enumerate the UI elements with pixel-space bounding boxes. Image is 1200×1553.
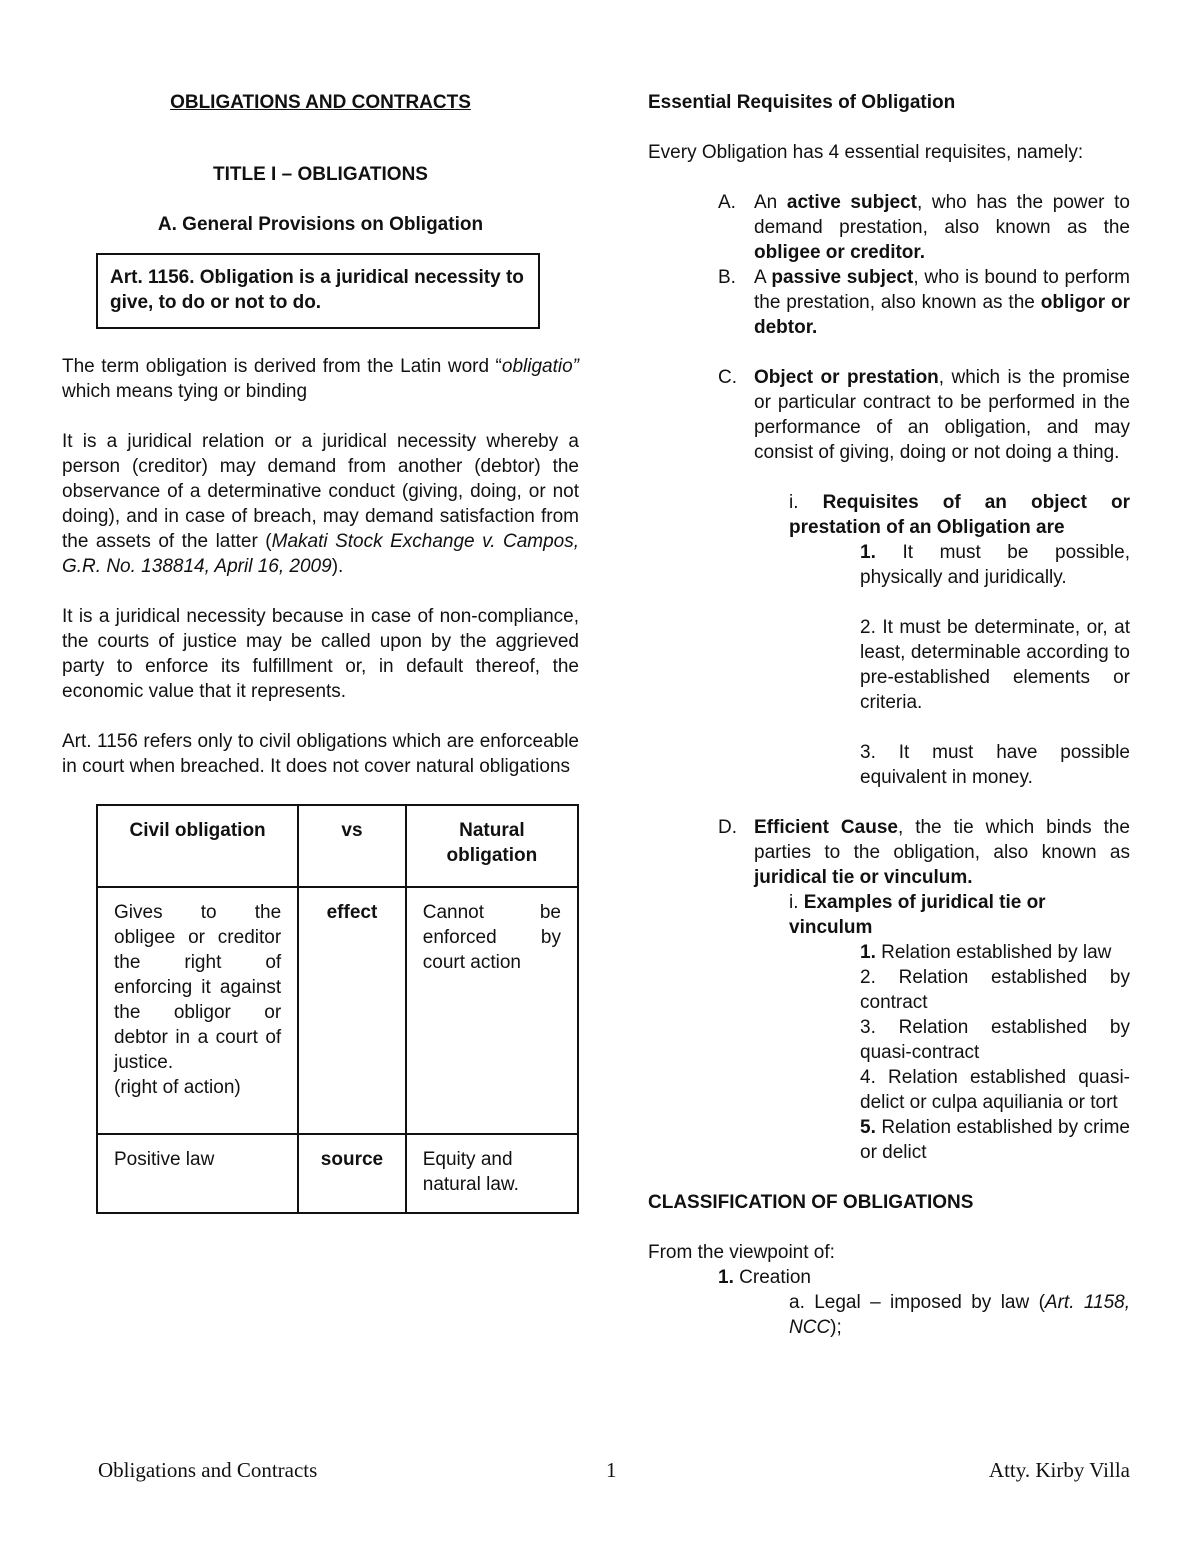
table-header-cell: vs [298, 805, 406, 887]
footer-author: Atty. Kirby Villa [988, 1458, 1130, 1482]
list-item: 1. Relation established by law [860, 942, 1112, 963]
title-heading: TITLE I – OBLIGATIONS [213, 164, 428, 185]
table-cell: effect [298, 887, 406, 1134]
list-item: 1. It must be possible, physically and juridically. [860, 542, 1130, 588]
table-header-cell: Civil obligation [97, 805, 298, 887]
table-cell: source [298, 1134, 406, 1213]
table-cell: Equity and natural law. [406, 1134, 578, 1213]
table-cell: Cannot be enforced by court action [406, 887, 578, 1134]
document-title: OBLIGATIONS AND CONTRACTS [170, 92, 471, 113]
classification-heading: CLASSIFICATION OF OBLIGATIONS [648, 1192, 974, 1213]
requisites-intro: Every Obligation has 4 essential requisites, namely: [648, 142, 1084, 163]
section-heading: A. General Provisions on Obligation [157, 214, 484, 235]
requisites-list [0, 190, 1130, 1165]
list-item: 2. Relation established by contract [860, 967, 1130, 1013]
paragraph-juridical-necessity: It is a juridical necessity because in case of non-compliance, the courts of justice may be called upon by the aggrieved party to enforce its fulfillment or, in default thereof, the economic value that it represents. [62, 606, 579, 702]
paragraph-art-1156-scope: Art. 1156 refers only to civil obligations which are enforceable in court when breached. It does not cover natural obligations [62, 731, 579, 777]
list-item: 4. Relation established quasi-delict or culpa aquiliania or tort [860, 1067, 1130, 1113]
page-number: 1 [606, 1458, 617, 1482]
paragraph-definition: It is a juridical relation or a juridical necessity whereby a person (creditor) may demand from another (debtor) the observance of a determinative conduct (giving, doing, or not doing), and in case of breach, may demand satisfaction from the assets of the latter (Makati Stock Exchange v. Campos, G.R. No. 138814, April 16, 2009). [62, 431, 580, 577]
list-item: 1. Creation [718, 1267, 811, 1288]
table-cell: Gives to the obligee or creditor the right of enforcing it against the obligor or debtor in a court of justice. (right of action) [97, 887, 298, 1134]
footer-title: Obligations and Contracts [98, 1458, 318, 1482]
requisites-heading: Essential Requisites of Obligation [648, 92, 956, 113]
list-item: 5. Relation established by crime or delict [860, 1117, 1130, 1163]
list-item: C. Object or prestation, which is the promise or particular contract to be performed in the performance of an obligation, and may consist of giving, doing or not doing a thing. [718, 367, 1130, 463]
list-item: 3. Relation established by quasi-contract [860, 1017, 1130, 1063]
table-cell: Positive law [97, 1134, 298, 1213]
list-item: i. Examples of juridical tie or vinculum [789, 892, 1046, 938]
right-column [648, 88, 1130, 1340]
list-item: D. Efficient Cause, the tie which binds the parties to the obligation, also known as juridical tie or vinculum. [718, 817, 1130, 888]
list-item: i. Requisites of an object or prestation of an Obligation are [789, 492, 1130, 538]
table-header-cell: Natural obligation [406, 805, 578, 887]
list-item: B. A passive subject, who is bound to perform the prestation, also known as the obligor or debtor. [718, 267, 1131, 338]
article-1156-text: Art. 1156. Obligation is a juridical necessity to give, to do or not to do. [110, 267, 524, 313]
paragraph-etymology: The term obligation is derived from the Latin word “obligatio” which means tying or binding [62, 356, 579, 402]
list-item: 2. It must be determinate, or, at least, determinable according to pre-established elements or criteria. [860, 617, 1131, 713]
list-item: a. Legal – imposed by law (Art. 1158, NCC); [789, 1292, 1130, 1338]
list-item: 3. It must have possible equivalent in money. [860, 742, 1130, 788]
viewpoint-text: From the viewpoint of: [648, 1242, 835, 1263]
list-item: A. An active subject, who has the power to demand prestation, also known as the obligee or creditor. [718, 192, 1130, 263]
